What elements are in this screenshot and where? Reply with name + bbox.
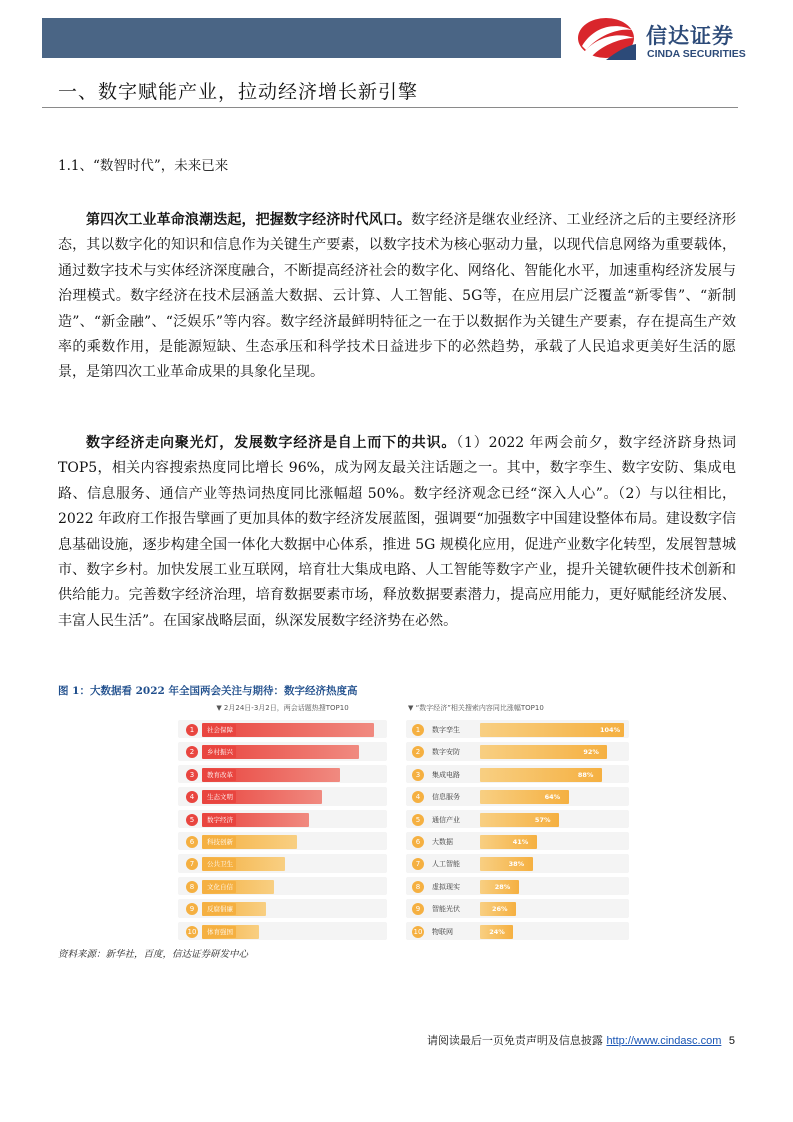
paragraph-2 bbox=[58, 431, 736, 634]
rank-badge: 6 bbox=[412, 836, 424, 848]
growth-value-label: 41% bbox=[512, 838, 529, 846]
growth-row bbox=[404, 897, 631, 919]
footer-disclaimer: 请阅读最后一页免责声明及信息披露 bbox=[426, 1034, 603, 1047]
paragraph-1-lead: 第四次工业革命浪潮迭起，把握数字经济时代风口。 bbox=[86, 212, 412, 228]
paragraph-2-body: （1）2022 年两会前夕，数字经济跻身热词 TOP5，相关内容搜索热度同比增长 96%，成为网友最关注话题之一。其中，数字孪生、数字安防、集成电路、信息服务、通信产业等热词热度同比涨幅超 50%。数字经济观念已经“深入人心”。（2）与以往相比，2022 年政府工作报告擘画了更加具体的数字经济发展蓝图，强调要“加强数字中国建设整体布局。建设数字信息基础设施，逐步构建全国一体化大数据中心体系，推进 5G 规模化应用，促进产业数字化转型，发展智慧城市、数字乡村。加快发展工业互联网，培育壮大集成电路、人工智能等数字产业，提升关键软硬件技术创新和供给能力。完善数字经济治理，培育数据要素市场，释放数据要素潜力，提高应用能力，更好赋能经济发展、丰富人民生活”。在国家战略层面，纵深发展数字经济势在必然。 bbox=[58, 435, 736, 629]
growth-value-label: 64% bbox=[544, 793, 561, 802]
paragraph-1-body: 数字经济是继农业经济、工业经济之后的主要经济形态，其以数字化的知识和信息作为关键生产要素，以数字技术为核心驱动力量，以现代信息网络为重要载体，通过数字技术与实体经济深度融合，不断提高经济社会的数字化、网络化、智能化水平，加速重构经济发展与治理模式。数字经济在技术层涵盖大数据、云计算、人工智能、5G等，在应用层广泛覆盖“新零售”、“新制造”、“新金融”、“泛娱乐”等内容。数字经济最鲜明特征之一在于以数据作为关键生产要素，存在提高生产效率的乘数作用，是能源短缺、生态承压和科学技术日益进步下的必然趋势，承载了人民追求更美好生活的愿景，是第四次工业革命成果的具象化呈现。 bbox=[58, 212, 737, 381]
page-footer bbox=[427, 1032, 735, 1048]
hot-topic-label: 科技创新 bbox=[204, 836, 236, 848]
growth-category-label: 大数据 bbox=[432, 838, 453, 846]
rank-badge: 3 bbox=[186, 769, 198, 781]
hot-topic-label: 教育改革 bbox=[204, 769, 236, 781]
paragraph-1 bbox=[58, 208, 736, 386]
rank-badge: 3 bbox=[412, 769, 424, 781]
cinda-logo-icon bbox=[576, 16, 636, 60]
hot-topic-row bbox=[176, 763, 389, 785]
growth-row bbox=[404, 740, 631, 762]
growth-row bbox=[404, 763, 631, 785]
cinda-logo bbox=[576, 14, 776, 64]
logo-english-name: CINDA SECURITIES bbox=[647, 48, 746, 60]
growth-row bbox=[404, 875, 631, 897]
growth-category-label: 物联网 bbox=[432, 927, 453, 936]
growth-category-label: 集成电路 bbox=[432, 770, 460, 779]
hot-topic-label: 公共卫生 bbox=[204, 858, 236, 870]
rank-badge: 8 bbox=[412, 881, 424, 893]
rank-badge: 7 bbox=[186, 858, 198, 870]
rank-badge: 2 bbox=[186, 746, 198, 758]
hot-topic-label: 数字经济 bbox=[204, 814, 236, 826]
subsection-title: 1.1、“数智时代”，未来已来 bbox=[58, 158, 229, 174]
hot-topic-row bbox=[176, 897, 389, 919]
growth-value-label: 28% bbox=[494, 882, 511, 891]
hot-topic-row bbox=[176, 920, 389, 942]
rank-badge: 1 bbox=[412, 724, 424, 736]
growth-category-label: 人工智能 bbox=[432, 860, 460, 869]
growth-category-label: 通信产业 bbox=[432, 815, 460, 824]
hot-topic-row bbox=[176, 875, 389, 897]
hot-topic-label: 生态文明 bbox=[204, 791, 236, 803]
growth-category-label: 虚拟现实 bbox=[432, 882, 460, 891]
growth-chart-title: ▼ “数字经济”相关搜索内容同比涨幅TOP10 bbox=[408, 704, 544, 712]
growth-category-label: 信息服务 bbox=[432, 793, 460, 802]
rank-badge: 9 bbox=[186, 903, 198, 915]
hot-topics-chart-title: ▼ 2月24日-3月2日，两会话题热搜TOP10 bbox=[216, 704, 349, 712]
growth-value-label: 88% bbox=[577, 770, 594, 779]
rank-badge: 7 bbox=[412, 858, 424, 870]
rank-badge: 8 bbox=[186, 881, 198, 893]
hot-topic-label: 乡村振兴 bbox=[204, 746, 236, 758]
section-title: 一、数字赋能产业，拉动经济增长新引擎 bbox=[58, 81, 419, 103]
rank-badge: 1 bbox=[186, 724, 198, 736]
growth-row bbox=[404, 785, 631, 807]
growth-category-label: 数字安防 bbox=[432, 748, 460, 757]
header-band bbox=[42, 18, 561, 58]
hot-topic-label: 反腐倡廉 bbox=[204, 903, 236, 915]
growth-row bbox=[404, 808, 631, 830]
figure-caption: 图 1：大数据看 2022 年全国两会关注与期待：数字经济热度高 bbox=[58, 685, 358, 697]
logo-chinese-name: 信达证券 bbox=[646, 24, 734, 48]
growth-category-label: 数字孪生 bbox=[432, 726, 460, 734]
hot-topic-row bbox=[176, 808, 389, 830]
hot-topic-label: 体育强国 bbox=[204, 926, 236, 938]
growth-row bbox=[404, 852, 631, 874]
rank-badge: 4 bbox=[412, 791, 424, 803]
rank-badge: 10 bbox=[413, 927, 423, 936]
growth-value-label: 92% bbox=[583, 748, 599, 757]
rank-badge: 5 bbox=[186, 814, 198, 826]
growth-category-label: 智能光伏 bbox=[432, 905, 460, 914]
paragraph-2-lead: 数字经济走向聚光灯，发展数字经济是自上而下的共识。 bbox=[86, 435, 457, 451]
growth-value-label: 57% bbox=[534, 815, 551, 824]
growth-bar bbox=[480, 857, 533, 871]
digital-economy-growth-chart bbox=[404, 700, 631, 942]
growth-value-label: 26% bbox=[492, 905, 508, 914]
growth-value-label: 104% bbox=[600, 726, 621, 734]
hot-topic-label: 社会保障 bbox=[204, 724, 236, 736]
hot-topic-row bbox=[176, 740, 389, 762]
page-number: 5 bbox=[728, 1035, 735, 1047]
rank-badge: 4 bbox=[186, 791, 198, 803]
hot-topic-row bbox=[176, 830, 389, 852]
growth-row bbox=[404, 920, 631, 942]
title-divider bbox=[42, 107, 738, 108]
growth-row bbox=[404, 718, 631, 740]
rank-badge: 5 bbox=[412, 814, 424, 826]
growth-value-label: 24% bbox=[489, 927, 505, 936]
hot-topic-label: 文化自信 bbox=[204, 881, 236, 893]
hot-topic-row bbox=[176, 718, 389, 740]
footer-website-link[interactable]: http://www.cindasc.com bbox=[606, 1035, 722, 1047]
rank-badge: 6 bbox=[186, 836, 198, 848]
growth-row bbox=[404, 830, 631, 852]
growth-value-label: 38% bbox=[508, 860, 525, 869]
rank-badge: 2 bbox=[412, 746, 424, 758]
figure-source: 资料来源：新华社，百度，信达证券研发中心 bbox=[58, 949, 249, 960]
rank-badge: 10 bbox=[187, 927, 197, 936]
hot-topic-row bbox=[176, 785, 389, 807]
rank-badge: 9 bbox=[412, 903, 424, 915]
hot-topics-chart bbox=[176, 700, 389, 942]
hot-topic-row bbox=[176, 852, 389, 874]
